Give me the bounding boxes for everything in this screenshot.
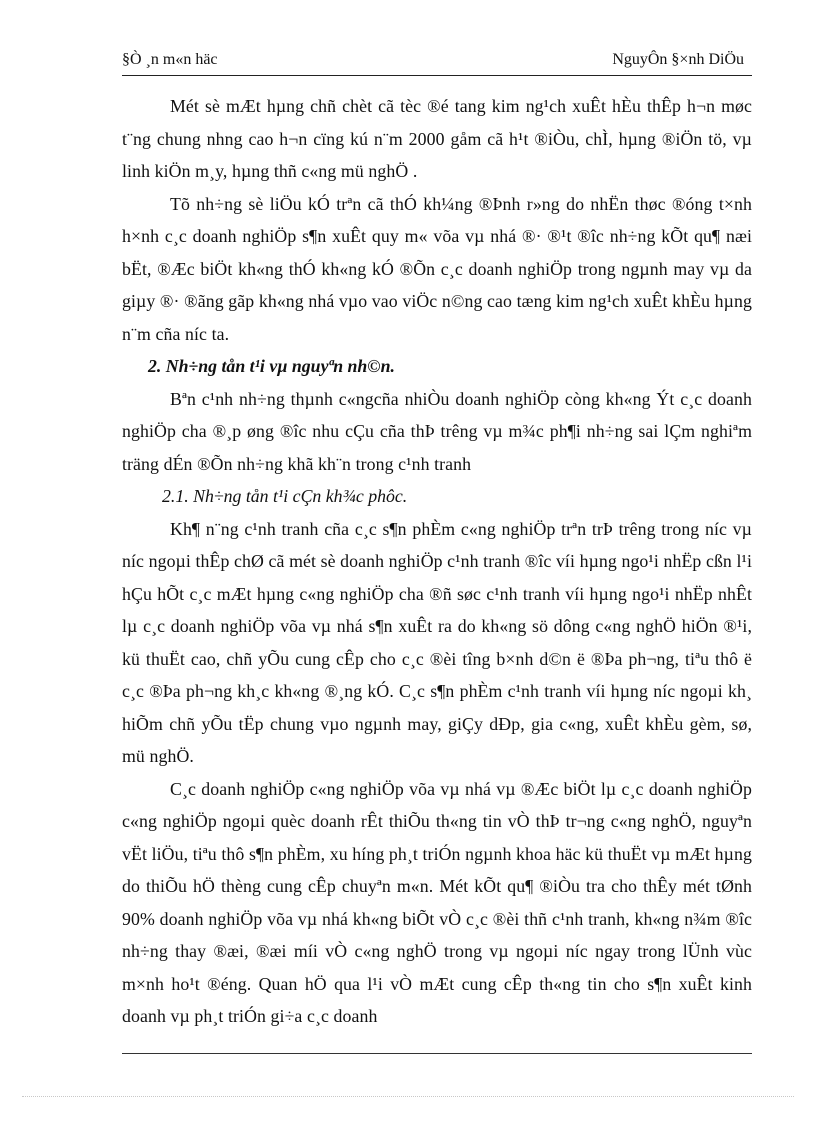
header-course-title: §Ò ¸n m«n häc <box>122 51 218 68</box>
document-body <box>122 90 752 1033</box>
section-heading: 2. Nh÷ng tån t¹i vµ nguyªn nh©n. <box>148 356 395 376</box>
header-author-name: NguyÔn §×nh DiÖu <box>612 51 744 68</box>
paragraph: Kh¶ n¨ng c¹nh tranh cña c¸c s¶n phÈm c«ng nghiÖp trªn trÞ trêng trong níc vµ níc ngoµi thÊp chØ cã mét sè doanh nghiÖp c¹nh tranh ®îc víi hµng ngo¹i nhËp cßn l¹i hÇu hÕt c¸c mÆt hµng c«ng nghiÖp cha ®ñ søc c¹nh tranh víi hµng ngo¹i nhËp nhÊt lµ c¸c doanh nghiÖp võa vµ nhá s¶n xuÊt ra do kh«ng sö dông c«ng nghÖ hiÖn ®¹i, kü thuËt cao, chñ yÕu cung cÊp cho c¸c ®èi tîng b×nh d©n ë ®Þa ph¬ng, tiªu thô ë c¸c ®Þa ph¬ng kh¸c kh«ng ®¸ng kÓ. C¸c s¶n phÈm c¹nh tranh víi hµng níc ngoµi kh¸ hiÕm chñ yÕu tËp chung vµo ngµnh may, giÇy dÐp, gia c«ng, xuÊt khÈu gèm, sø, mü nghÖ. <box>122 518 752 766</box>
paragraph: Bªn c¹nh nh÷ng thµnh c«ngcña nhiÒu doanh nghiÖp còng kh«ng Ýt c¸c doanh nghiÖp cha ®¸p øng ®îc nhu cÇu cña thÞ trêng vµ m¾c ph¶i nh÷ng sai lÇm nghiªm träng dÉn ®Õn nh÷ng khã kh¨n trong c¹nh tranh <box>122 388 752 474</box>
footer-divider <box>122 1053 752 1054</box>
page-bottom-edge <box>22 1096 794 1097</box>
paragraph: Tõ nh÷ng sè liÖu kÓ trªn cã thÓ kh¼ng ®Þnh r»ng do nhËn thøc ®óng t×nh h×nh c¸c doanh nghiÖp s¶n xuÊt quy m« võa vµ nhá ®· ®¹t ®îc nh÷ng kÕt qu¶ næi bËt, ®Æc biÖt kh«ng thÓ kh«ng kÓ ®Õn c¸c doanh nghiÖp trong ngµnh may vµ da giµy ®· ®ãng gãp kh«ng nhá vµo vao viÖc n©ng cao tæng kim ng¹ch xuÊt khÈu hµng n¨m cña níc ta. <box>122 193 752 344</box>
paragraph: Mét sè mÆt hµng chñ chèt cã tèc ®é tang kim ng¹ch xuÊt hÈu thÊp h¬n møc t¨ng chung nhng cao h¬n cïng kú n¨m 2000 gåm cã h¹t ®iÒu, chÌ, hµng ®iÖn tö, vµ linh kiÖn m¸y, hµng thñ c«ng mü nghÖ . <box>122 96 752 181</box>
page-header <box>122 47 752 76</box>
subsection-heading: 2.1. Nh÷ng tån t¹i cÇn kh¾c phôc. <box>162 486 408 506</box>
paragraph: C¸c doanh nghiÖp c«ng nghiÖp võa vµ nhá vµ ®Æc biÖt lµ c¸c doanh nghiÖp c«ng nghiÖp ngoµi quèc doanh rÊt thiÕu th«ng tin vÒ thÞ tr¬ng c«ng nghÖ, nguyªn vËt liÖu, tiªu thô s¶n phÈm, xu híng ph¸t triÓn ngµnh khoa häc kü thuËt vµ mÆt hµng do thiÕu hÖ thèng cung cÊp chuyªn m«n. Mét kÕt qu¶ ®iÒu tra cho thÊy mét tØnh 90% doanh nghiÖp võa vµ nhá kh«ng biÕt vÒ c¸c ®èi thñ c¹nh tranh, kh«ng n¾m ®îc nh÷ng thay ®æi, ®æi míi vÒ c«ng nghÖ trong vµ ngoµi níc ngay trong lÜnh vùc m×nh ho¹t ®éng. Quan hÖ qua l¹i vÒ mÆt cung cÊp th«ng tin cho s¶n xuÊt kinh doanh vµ ph¸t triÓn gi÷a c¸c doanh <box>122 778 752 1026</box>
